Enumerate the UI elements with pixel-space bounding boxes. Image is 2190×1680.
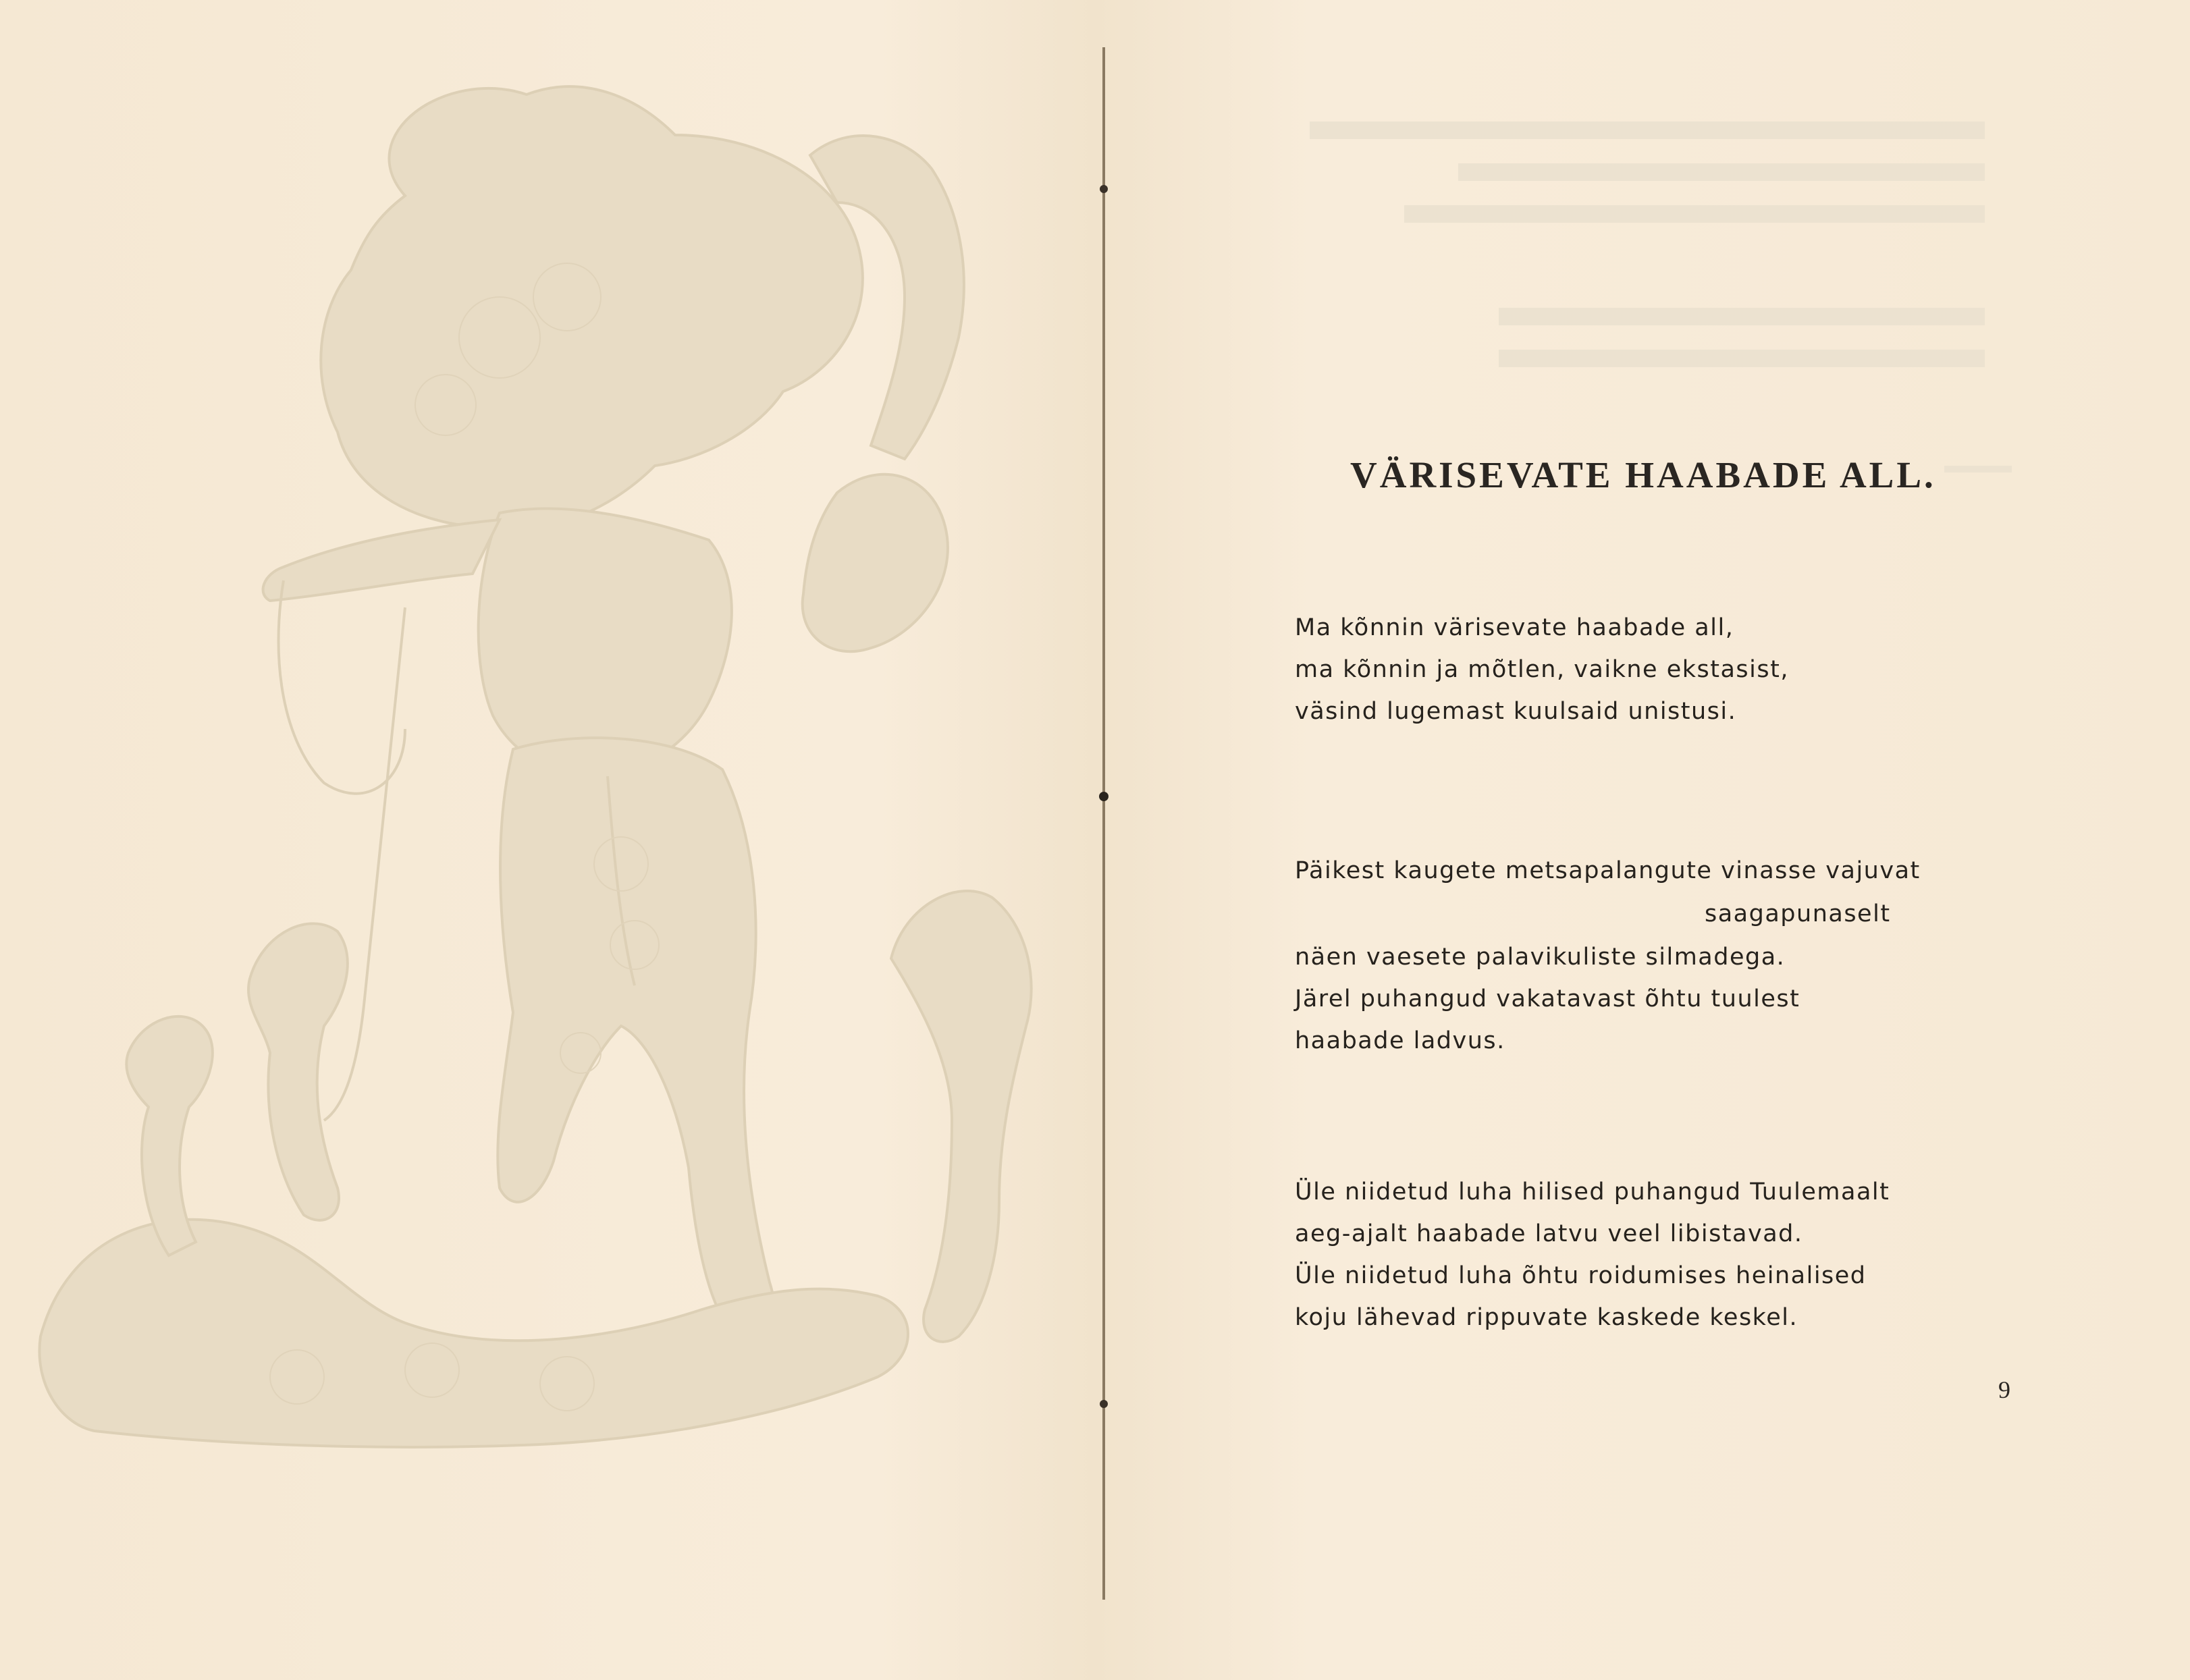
show-through-text	[1121, 0, 2190, 472]
poem-line: koju lähevad rippuvate kaskede keskel.	[1295, 1304, 1798, 1331]
right-page	[1121, 0, 2190, 1680]
poem-line: aeg-ajalt haabade latvu veel libistavad.	[1295, 1220, 1803, 1247]
page-number: 9	[1998, 1376, 2010, 1403]
poem-line: Üle niidetud luha hilised puhangud Tuulemaalt	[1295, 1178, 1890, 1205]
poem-line: Ma kõnnin värisevate haabade all,	[1295, 614, 1734, 641]
poem-line: haabade ladvus.	[1295, 1027, 1505, 1054]
left-page	[0, 0, 1094, 1680]
poem-line: väsind lugemast kuulsaid unistusi.	[1295, 698, 1737, 725]
poem-line: Päikest kaugete metsapalangute vinasse vajuvat	[1295, 857, 1921, 884]
figure-with-snakes-illustration	[27, 54, 1080, 1471]
book-spine-binding	[1099, 47, 1109, 1600]
poem-line: näen vaesete palavikuliste silmadega.	[1295, 944, 1786, 971]
poem-title: VÄRISEVATE HAABADE ALL.	[1350, 454, 1936, 495]
poem-line: Järel puhangud vakatavast õhtu tuulest	[1295, 985, 1800, 1012]
poem-line: Üle niidetud luha õhtu roidumises heinalised	[1295, 1262, 1867, 1289]
poem-line: saagapunaselt	[1705, 900, 1891, 927]
poem-line: ma kõnnin ja mõtlen, vaikne ekstasist,	[1295, 656, 1789, 683]
